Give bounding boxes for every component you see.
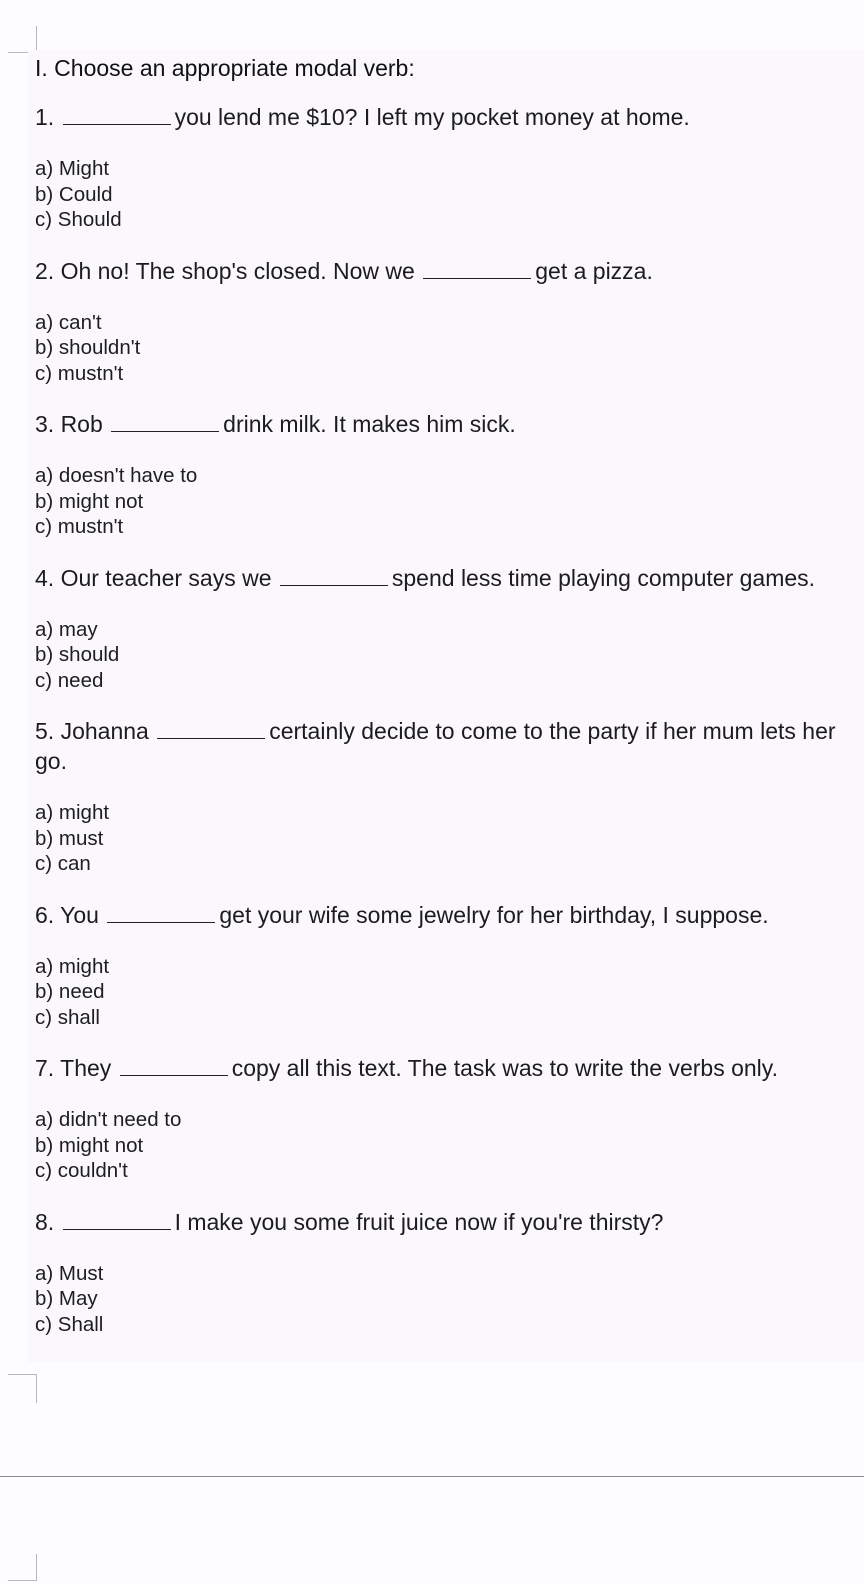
question-suffix: get a pizza.: [535, 257, 653, 284]
answer-option[interactable]: b) Could: [35, 182, 113, 206]
answer-option[interactable]: c) can: [35, 852, 91, 875]
answer-options: [35, 463, 864, 540]
answer-blank[interactable]: [63, 1211, 171, 1230]
question-text: [35, 716, 864, 776]
answer-option[interactable]: a) Must: [35, 1261, 104, 1285]
answer-blank[interactable]: [63, 106, 171, 125]
question-prefix: 8.: [35, 1208, 55, 1235]
answer-options: [35, 617, 864, 694]
answer-option[interactable]: a) didn't need to: [35, 1108, 182, 1131]
answer-blank[interactable]: [157, 720, 265, 739]
answer-options: [35, 310, 864, 387]
question-4: [35, 563, 864, 694]
answer-option[interactable]: a) might: [35, 954, 110, 978]
question-7: [35, 1053, 864, 1184]
answer-option[interactable]: b) May: [35, 1287, 98, 1310]
next-page-corner-mark: [8, 1554, 37, 1581]
page-break-line: [0, 1476, 864, 1477]
answer-option[interactable]: a) can't: [35, 310, 102, 334]
answer-blank[interactable]: [423, 260, 531, 279]
question-text: [35, 1207, 864, 1237]
answer-blank[interactable]: [280, 567, 388, 586]
answer-option[interactable]: c) Shall: [35, 1312, 104, 1336]
answer-option[interactable]: a) doesn't have to: [35, 464, 198, 487]
answer-option[interactable]: a) might: [35, 801, 110, 824]
question-text: [35, 900, 864, 930]
question-prefix: 5. Johanna: [35, 718, 149, 744]
question-suffix: spend less time playing computer games.: [391, 564, 816, 591]
question-suffix: get your wife some jewelry for her birthday, I suppose.: [219, 901, 769, 928]
answer-option[interactable]: c) couldn't: [35, 1159, 128, 1182]
answer-option[interactable]: b) must: [35, 826, 104, 850]
answer-option[interactable]: b) should: [35, 643, 120, 666]
answer-blank[interactable]: [107, 904, 215, 923]
answer-options: [35, 1261, 864, 1338]
question-text: [35, 1053, 864, 1083]
question-text: [35, 256, 864, 286]
page-corner-mark-top: [8, 26, 37, 53]
answer-option[interactable]: c) mustn't: [35, 361, 124, 385]
question-suffix: you lend me $10? I left my pocket money at home.: [174, 104, 690, 130]
answer-option[interactable]: b) might not: [35, 1133, 144, 1157]
question-6: [35, 900, 864, 1031]
page-corner-mark-bottom: [8, 1374, 37, 1403]
answer-blank[interactable]: [111, 413, 219, 432]
question-1: [35, 102, 864, 233]
question-3: [35, 409, 864, 540]
answer-option[interactable]: c) shall: [35, 1005, 100, 1029]
answer-option[interactable]: b) need: [35, 980, 105, 1003]
answer-option[interactable]: b) might not: [35, 489, 144, 513]
question-suffix: drink milk. It makes him sick.: [223, 411, 516, 437]
answer-options: [35, 954, 864, 1031]
question-suffix: I make you some fruit juice now if you're thirsty?: [174, 1208, 664, 1235]
answer-option[interactable]: a) may: [35, 617, 98, 641]
question-8: [35, 1207, 864, 1338]
answer-options: [35, 156, 864, 233]
question-list: [35, 102, 864, 1337]
question-text: [35, 409, 864, 439]
question-text: [35, 563, 864, 593]
question-suffix: certainly decide to come to the party if her mum lets her go.: [35, 718, 836, 774]
answer-blank[interactable]: [120, 1057, 228, 1076]
question-prefix: 3. Rob: [35, 411, 103, 437]
question-prefix: 1.: [35, 104, 55, 130]
answer-option[interactable]: c) need: [35, 668, 104, 692]
question-prefix: 7. They: [35, 1055, 112, 1081]
answer-option[interactable]: a) Might: [35, 157, 110, 180]
question-prefix: 6. You: [35, 901, 99, 928]
answer-options: [35, 1107, 864, 1184]
question-suffix: copy all this text. The task was to write the verbs only.: [231, 1055, 778, 1081]
worksheet-heading: I. Choose an appropriate modal verb:: [35, 55, 415, 81]
answer-option[interactable]: b) shouldn't: [35, 336, 141, 359]
answer-option[interactable]: c) mustn't: [35, 515, 124, 538]
worksheet-content[interactable]: [28, 50, 864, 1362]
question-text: [35, 102, 864, 132]
question-prefix: 4. Our teacher says we: [35, 564, 272, 591]
question-2: [35, 256, 864, 387]
question-5: [35, 716, 864, 877]
answer-options: [35, 800, 864, 877]
question-prefix: 2. Oh no! The shop's closed. Now we: [35, 257, 415, 284]
answer-option[interactable]: c) Should: [35, 208, 122, 231]
